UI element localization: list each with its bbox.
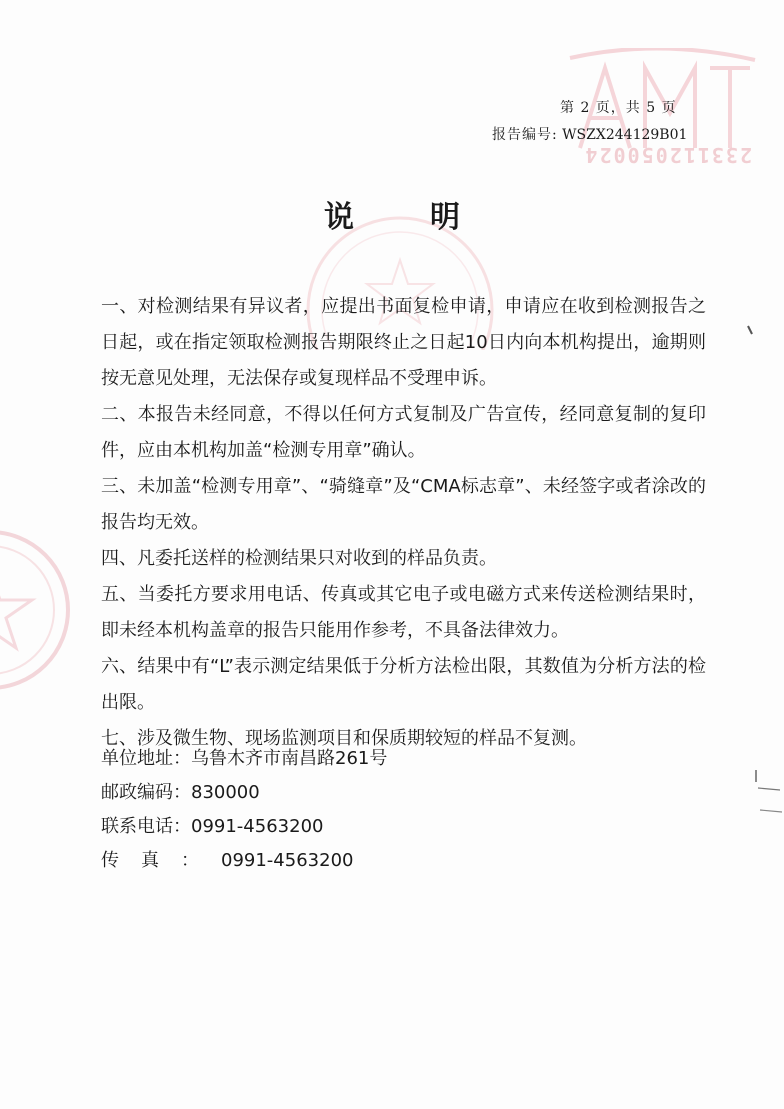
address-row: [101, 742, 621, 776]
postcode-label: 邮政编码：: [101, 782, 191, 803]
postcode-row: [101, 776, 621, 810]
note-item-7: 七、涉及微生物、现场监测项目和保质期较短的样品不复测。: [101, 728, 587, 749]
note-item-3: 三、未加盖“检测专用章”、“骑缝章”及“CMA标志章”、未经签字或者涂改的报告均无效。: [101, 476, 706, 533]
report-number: [492, 124, 722, 144]
note-item-6: 六、结果中有“L”表示测定结果低于分析方法检出限，其数值为分析方法的检出限。: [101, 656, 706, 713]
fax-value: 0991-4563200: [221, 850, 354, 871]
page-number: 第 2 页，共 5 页: [560, 100, 677, 116]
fax-row: [101, 844, 621, 878]
fax-label: 传真：: [101, 850, 221, 871]
page-title: [0, 192, 784, 236]
note-item-2: 二、本报告未经同意，不得以任何方式复制及广告宣传，经同意复制的复印件，应由本机构加盖“检测专用章”确认。: [101, 404, 706, 461]
cma-stamp-number: 233112050024: [583, 143, 752, 167]
scan-marks: [740, 320, 784, 840]
phone-label: 联系电话：: [101, 816, 191, 837]
address-value: 乌鲁木齐市南昌路261号: [191, 748, 388, 769]
contact-block: [101, 742, 621, 878]
edge-seal: [0, 530, 80, 690]
report-number-label: 报告编号:: [492, 127, 558, 143]
title-char-2: 明: [430, 200, 460, 235]
note-item-4: 四、凡委托送样的检测结果只对收到的样品负责。: [101, 548, 497, 569]
report-number-value: WSZX244129B01: [562, 127, 688, 143]
title-char-1: 说: [324, 200, 354, 235]
phone-value: 0991-4563200: [191, 816, 324, 837]
address-label: 单位地址：: [101, 748, 191, 769]
postcode-value: 830000: [191, 782, 260, 803]
note-item-1: 一、对检测结果有异议者，应提出书面复检申请，申请应在收到检测报告之日起，或在指定领取检测报告期限终止之日起10日内向本机构提出，逾期则按无意见处理，无法保存或复现样品不受理申诉。: [101, 296, 706, 389]
note-item-5: 五、当委托方要求用电话、传真或其它电子或电磁方式来传送检测结果时，即未经本机构盖章的报告只能用作参考，不具备法律效力。: [101, 584, 706, 641]
notes-list: [101, 289, 706, 757]
phone-row: [101, 810, 621, 844]
